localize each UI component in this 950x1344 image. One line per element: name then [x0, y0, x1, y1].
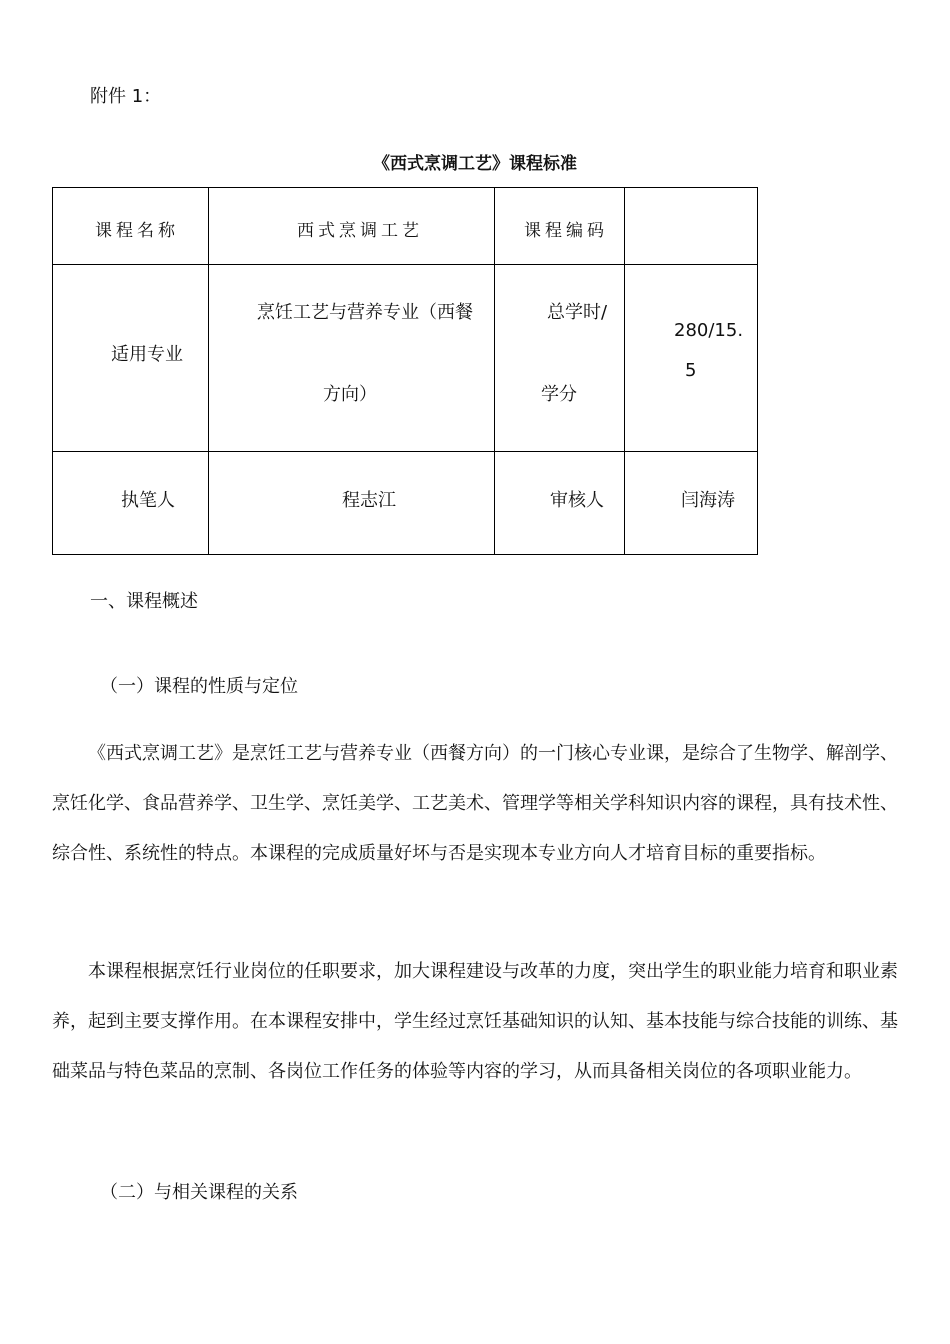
- author-label: 执笔人: [121, 490, 175, 511]
- hours-label-cell: [495, 265, 625, 452]
- document-title: 《西式烹调工艺》课程标准: [373, 154, 577, 174]
- course-name-value: 西式烹调工艺: [297, 221, 423, 241]
- major-label-cell: [53, 265, 209, 452]
- course-code-cell: [625, 188, 758, 265]
- hours-label-line2: 学分: [541, 384, 577, 405]
- reviewer-label: 审核人: [550, 490, 604, 511]
- hours-value-line1: 280/15.: [674, 320, 744, 341]
- reviewer-label-cell: [495, 452, 625, 555]
- table-row: [53, 452, 758, 555]
- author-label-cell: [53, 452, 209, 555]
- paragraph-nature: 《西式烹调工艺》是烹饪工艺与营养专业（西餐方向）的一门核心专业课，是综合了生物学、解剖学、烹饪化学、食品营养学、卫生学、烹饪美学、工艺美术、管理学等相关学科知识内容的课程，具有技术性、综合性、系统性的特点。本课程的完成质量好坏与否是实现本专业方向人才培育目标的重要指标。: [52, 743, 898, 864]
- course-name-cell: [209, 188, 495, 265]
- hours-value-line2: 5: [685, 360, 697, 381]
- course-code-label-cell: [495, 188, 625, 265]
- table-row: [53, 188, 758, 265]
- major-value-line1: 烹饪工艺与营养专业（西餐: [257, 302, 473, 323]
- paragraph-support: 本课程根据烹饪行业岗位的任职要求，加大课程建设与改革的力度，突出学生的职业能力培育和职业素养，起到主要支撑作用。在本课程安排中，学生经过烹饪基础知识的认知、基本技能与综合技能的训练、基础菜品与特色菜品的烹制、各岗位工作任务的体验等内容的学习，从而具备相关岗位的各项职业能力。: [52, 961, 898, 1082]
- annex-label: 附件 1：: [90, 86, 162, 107]
- table-row: [53, 265, 758, 452]
- subsection-heading-nature: （一）课程的性质与定位: [100, 676, 298, 697]
- course-info-table: [52, 187, 758, 555]
- course-name-label-cell: [53, 188, 209, 265]
- author-cell: [209, 452, 495, 555]
- hours-label-line1: 总学时/: [547, 302, 608, 323]
- reviewer-cell: [625, 452, 758, 555]
- author-value: 程志江: [342, 490, 396, 511]
- major-cell: [209, 265, 495, 452]
- subsection-heading-relation: （二）与相关课程的关系: [100, 1182, 298, 1203]
- course-code-label: 课程编码: [524, 221, 608, 241]
- section-heading-overview: 一、课程概述: [90, 591, 198, 612]
- hours-value-cell: [625, 265, 758, 452]
- major-label: 适用专业: [111, 344, 183, 365]
- reviewer-value: 闫海涛: [681, 490, 735, 511]
- major-value-line2: 方向）: [323, 384, 377, 405]
- course-name-label: 课程名称: [95, 221, 179, 241]
